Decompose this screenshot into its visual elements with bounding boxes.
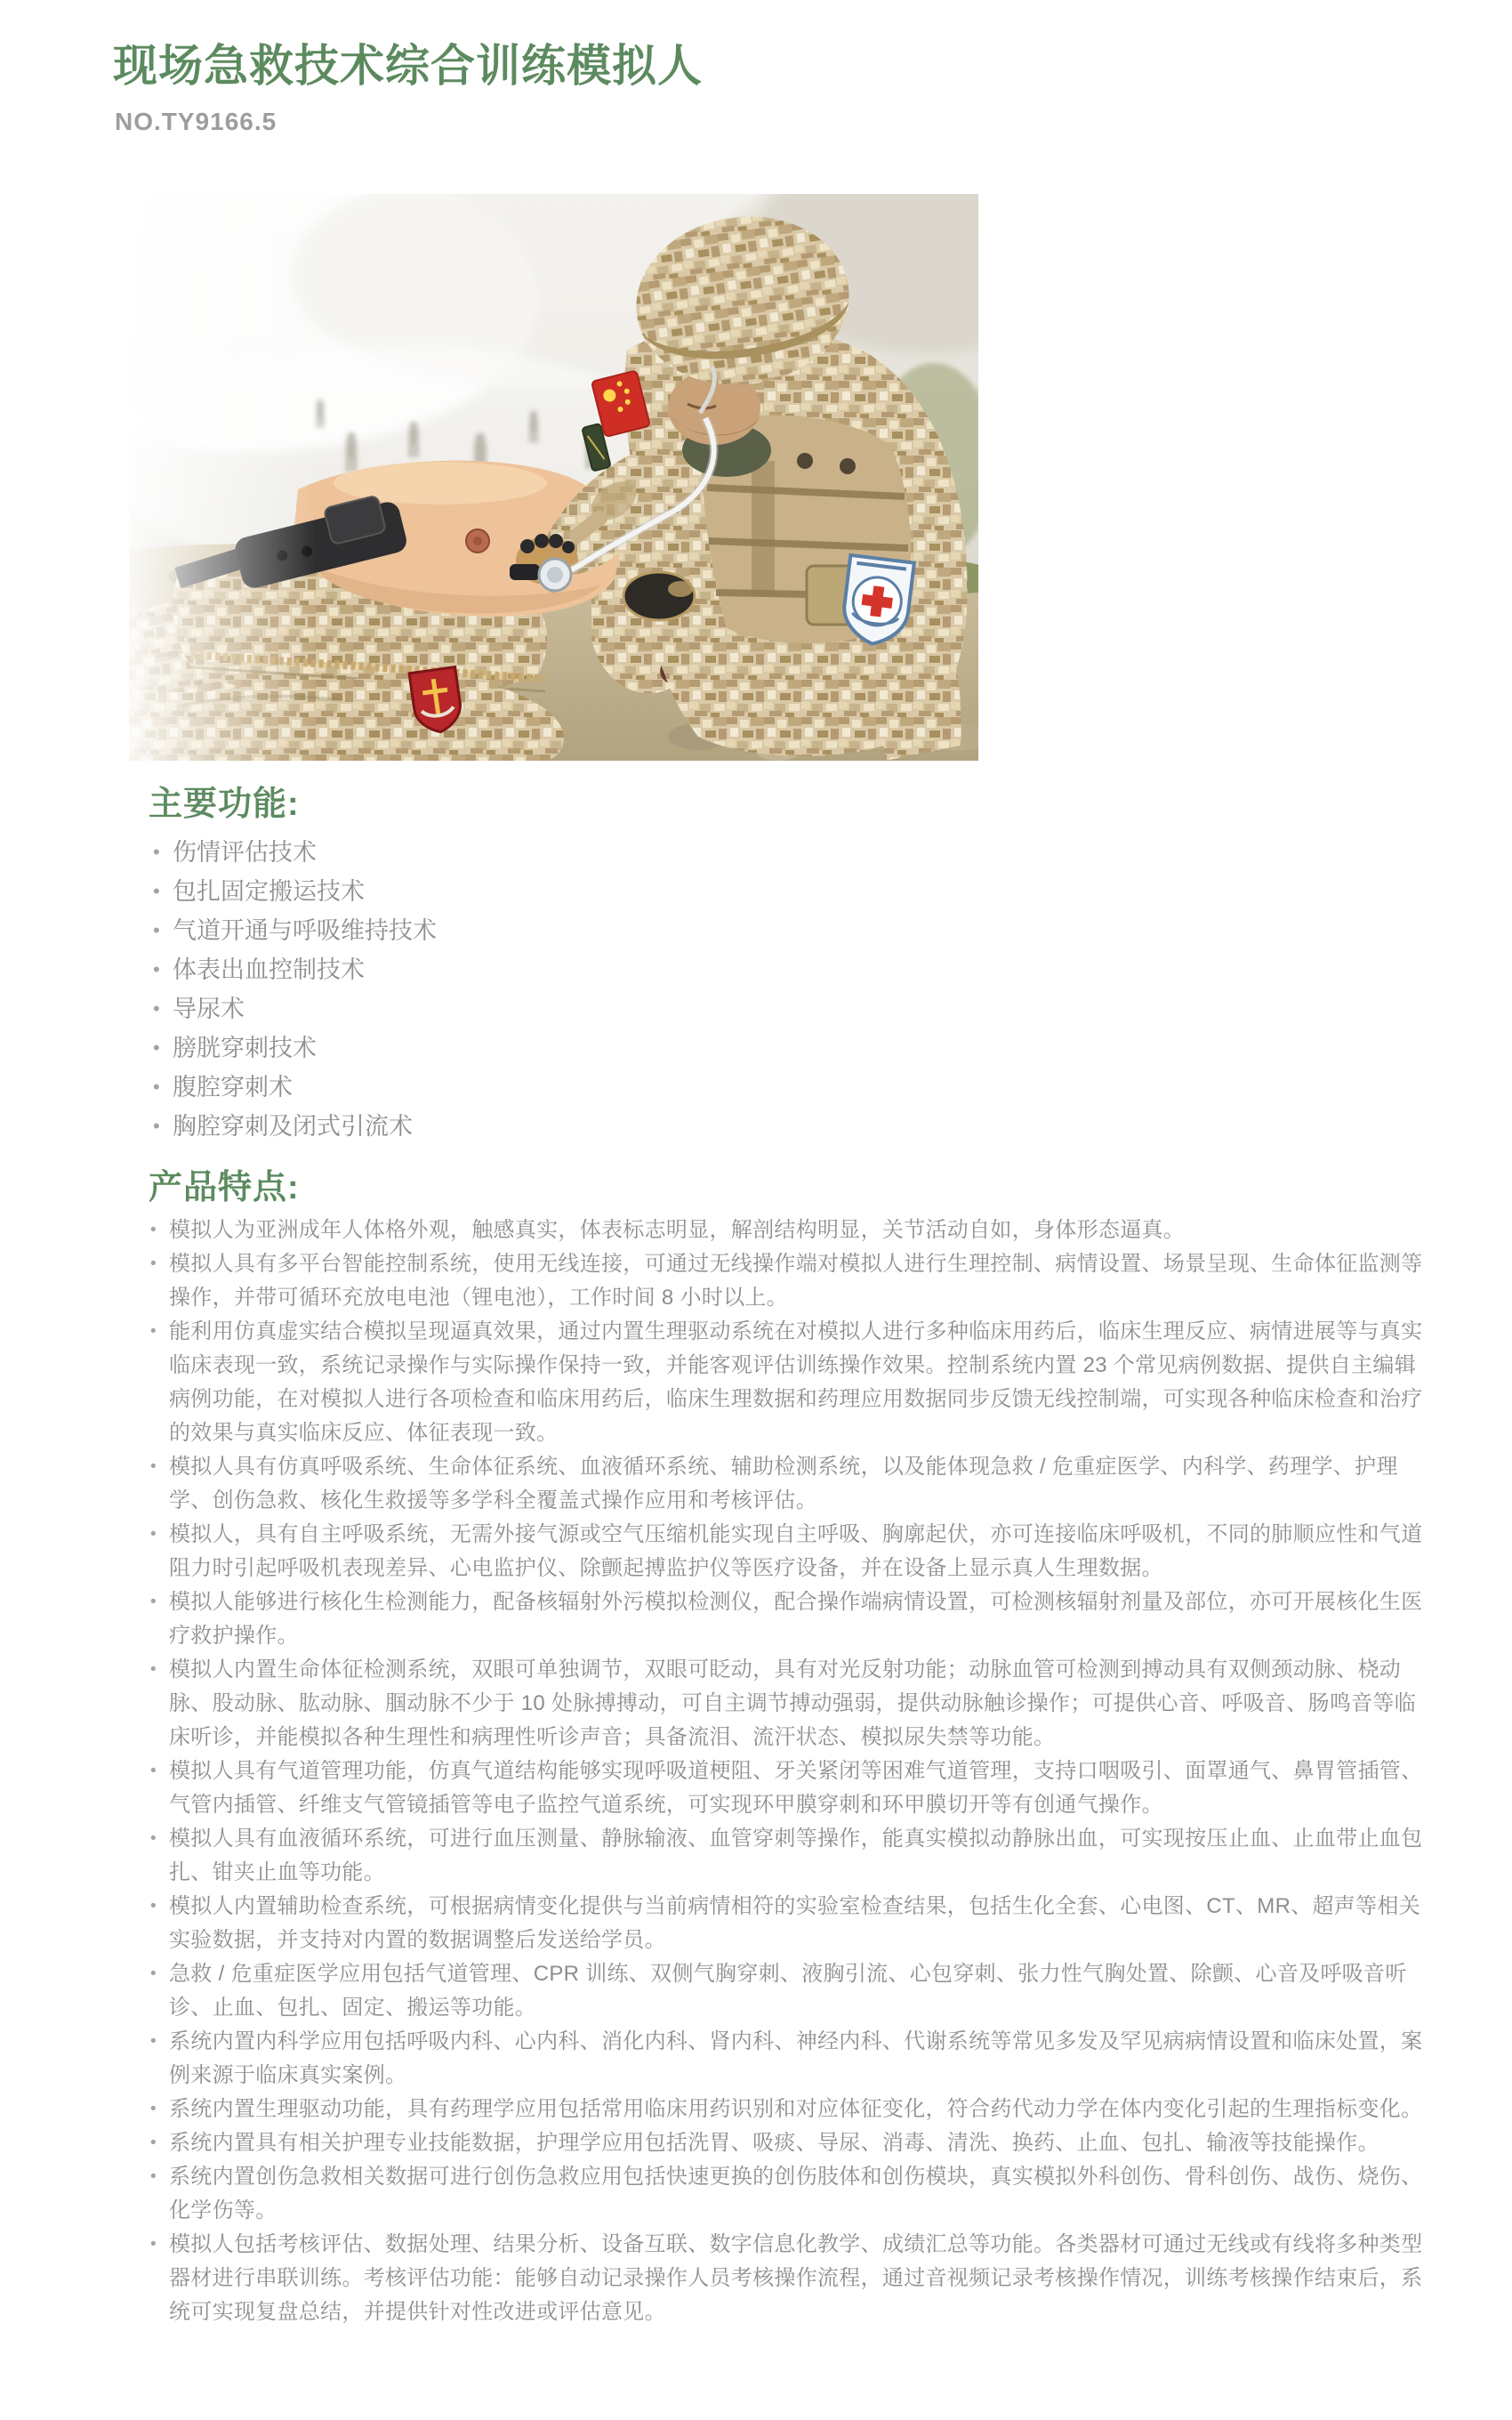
product-feature-item — [149, 1957, 1432, 2025]
product-feature-item — [149, 2093, 1432, 2126]
main-function-item — [151, 950, 437, 989]
main-functions-list — [151, 833, 437, 1146]
main-function-item — [151, 872, 437, 911]
model-number: NO.TY9166.5 — [115, 108, 277, 135]
product-feature-item-text: 急救 / 危重症医学应用包括气道管理、CPR 训练、双侧气胸穿刺、液胸引流、心包穿刺、张力性气胸处置、除颤、心音及呼吸音听诊、止血、包扎、固定、搬运等功能。 — [169, 1962, 1407, 2020]
product-feature-item — [149, 1450, 1432, 1518]
haze-overlay — [129, 194, 978, 761]
product-feature-item-text: 模拟人为亚洲成年人体格外观，触感真实，体表标志明显，解剖结构明显，关节活动自如，身体形态逼真。 — [169, 1218, 1186, 1242]
product-feature-item-text: 模拟人内置生命体征检测系统，双眼可单独调节，双眼可眨动，具有对光反射功能；动脉血管可检测到搏动具有双侧颈动脉、桡动脉、股动脉、肱动脉、腘动脉不少于 10 处脉搏搏动，可自主调节搏动强弱，提供动脉触诊操作；可提供心音、呼吸音、肠鸣音等临床听诊，并能模拟各种生理性和病理性听诊声音；具备流泪、流汗状态、模拟尿失禁等功能。 — [169, 1658, 1417, 1749]
product-feature-item — [149, 1822, 1432, 1890]
main-function-item — [151, 1107, 437, 1146]
main-function-item-text: 胸腔穿刺及闭式引流术 — [173, 1113, 413, 1140]
main-function-item-text: 膀胱穿刺技术 — [173, 1035, 317, 1061]
product-feature-item — [149, 1653, 1432, 1754]
product-feature-item-text: 系统内置生理驱动功能，具有药理学应用包括常用临床用药识别和对应体征变化，符合药代动力学在体内变化引起的生理指标变化。 — [169, 2097, 1423, 2121]
main-function-item — [151, 989, 437, 1028]
main-function-item-text: 导尿术 — [173, 996, 245, 1022]
product-feature-item-text: 系统内置内科学应用包括呼吸内科、心内科、消化内科、肾内科、神经内科、代谢系统等常见多发及罕见病病情设置和临床处置，案例来源于临床真实案例。 — [169, 2029, 1423, 2087]
product-feature-item-text: 模拟人具有多平台智能控制系统，使用无线连接，可通过无线操作端对模拟人进行生理控制、病情设置、场景呈现、生命体征监测等操作，并带可循环充放电电池（锂电池），工作时间 8 小时以上。 — [169, 1252, 1423, 1310]
main-function-item — [151, 833, 437, 872]
main-function-item — [151, 1028, 437, 1068]
main-function-item-text: 气道开通与呼吸维持技术 — [173, 917, 437, 944]
main-function-item-text: 体表出血控制技术 — [173, 956, 365, 983]
product-feature-item-text: 能利用仿真虚实结合模拟呈现逼真效果，通过内置生理驱动系统在对模拟人进行多种临床用药后，临床生理反应、病情进展等与真实临床表现一致，系统记录操作与实际操作保持一致，并能客观评估训练操作效果。控制系统内置 23 个常见病例数据、提供自主编辑病例功能，在对模拟人进行各项检查和临床用药后，临床生理数据和药理应用数据同步反馈无线控制端，可实现各种临床检查和治疗的效果与真实临床反应、体征表现一致。 — [169, 1319, 1423, 1445]
product-feature-item-text: 模拟人能够进行核化生检测能力，配备核辐射外污模拟检测仪，配合操作端病情设置，可检测核辐射剂量及部位，亦可开展核化生医疗救护操作。 — [169, 1590, 1423, 1648]
product-feature-item — [149, 2228, 1432, 2329]
main-function-item-text: 包扎固定搬运技术 — [173, 878, 365, 905]
product-feature-item-text: 系统内置具有相关护理专业技能数据，护理学应用包括洗胃、吸痰、导尿、消毒、清洗、换药、止血、包扎、输液等技能操作。 — [169, 2131, 1379, 2155]
product-feature-item — [149, 1518, 1432, 1585]
product-feature-item — [149, 1585, 1432, 1653]
product-feature-item-text: 模拟人具有血液循环系统，可进行血压测量、静脉输液、血管穿刺等操作，能真实模拟动静脉出血，可实现按压止血、止血带止血包扎、钳夹止血等功能。 — [169, 1827, 1423, 1884]
product-feature-item-text: 模拟人内置辅助检查系统，可根据病情变化提供与当前病情相符的实验室检查结果，包括生化全套、心电图、CT、MR、超声等相关实验数据，并支持对内置的数据调整后发送给学员。 — [169, 1894, 1421, 1952]
product-feature-item — [149, 2025, 1432, 2093]
product-feature-item — [149, 1315, 1432, 1450]
product-features-heading: 产品特点: — [149, 1169, 300, 1206]
product-features-list — [149, 1214, 1432, 2329]
product-photo — [129, 194, 978, 761]
product-feature-item-text: 模拟人包括考核评估、数据处理、结果分析、设备互联、数字信息化教学、成绩汇总等功能。各类器材可通过无线或有线将多种类型器材进行串联训练。考核评估功能：能够自动记录操作人员考核操作流程，通过音视频记录考核操作情况，训练考核操作结束后，系统可实现复盘总结，并提供针对性改进或评估意见。 — [169, 2232, 1423, 2324]
product-feature-item — [149, 2160, 1432, 2228]
main-function-item — [151, 911, 437, 950]
product-feature-item-text: 模拟人具有气道管理功能，仿真气道结构能够实现呼吸道梗阻、牙关紧闭等困难气道管理，支持口咽吸引、面罩通气、鼻胃管插管、气管内插管、纤维支气管镜插管等电子监控气道系统，可实现环甲膜穿刺和环甲膜切开等有创通气操作。 — [169, 1759, 1423, 1817]
product-feature-item — [149, 1890, 1432, 1957]
main-functions-heading: 主要功能: — [149, 786, 300, 823]
product-feature-item-text: 系统内置创伤急救相关数据可进行创伤急救应用包括快速更换的创伤肢体和创伤模块，真实模拟外科创伤、骨科创伤、战伤、烧伤、化学伤等。 — [169, 2165, 1423, 2222]
product-feature-item — [149, 2126, 1432, 2160]
main-function-item-text: 伤情评估技术 — [173, 839, 317, 866]
product-feature-item — [149, 1754, 1432, 1822]
main-function-item-text: 腹腔穿刺术 — [173, 1074, 293, 1101]
product-photo-container — [129, 194, 978, 761]
page-title: 现场急救技术综合训练模拟人 — [113, 41, 703, 91]
main-function-item — [151, 1068, 437, 1107]
product-feature-item-text: 模拟人，具有自主呼吸系统，无需外接气源或空气压缩机能实现自主呼吸、胸廓起伏，亦可连接临床呼吸机，不同的肺顺应性和气道阻力时引起呼吸机表现差异、心电监护仪、除颤起搏监护仪等医疗设备，并在设备上显示真人生理数据。 — [169, 1522, 1423, 1580]
product-feature-item — [149, 1214, 1432, 1247]
product-feature-item-text: 模拟人具有仿真呼吸系统、生命体征系统、血液循环系统、辅助检测系统，以及能体现急救 / 危重症医学、内科学、药理学、护理学、创伤急救、核化生救援等多学科全覆盖式操作应用和考核评估。 — [169, 1455, 1398, 1512]
product-feature-item — [149, 1247, 1432, 1315]
